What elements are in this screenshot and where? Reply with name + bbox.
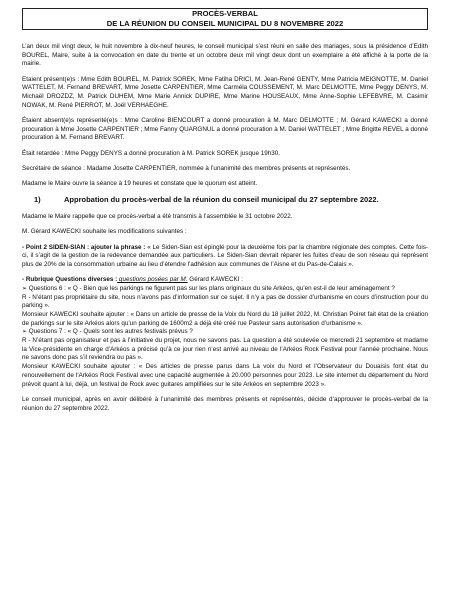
point2-lead: - Point 2 SIDEN-SIAN : ajouter la phrase :: [22, 243, 146, 251]
questions-lead: - Rubrique Questions diverses :: [22, 276, 118, 284]
section-heading: [22, 195, 428, 205]
point2-text: « Le Siden-Sian est épinglé pour la deuxième fois par la chambre régionale des comptes. Cette fois-ci, il s’agit de la gestion de la redevance demandée aux particuliers. Le Siden-Sian devrait réparer les fuites d’eau de son réseau qui représent plus de 20% de la consommation urbaine au lieu d’étendre l’adhésion aux communes de l’Aisne et du Pas-de-Calais ».: [22, 243, 428, 268]
document-title-box: [22, 8, 428, 30]
questions-subtitle: questions posées par M.: [117, 276, 188, 284]
opening-paragraph: Madame le Maire ouvre la séance à 19 heures et constate que le quorum est atteint.: [22, 179, 258, 187]
document-title: PROCÈS-VERBAL: [192, 9, 258, 18]
arrow-icon: ➢: [22, 284, 28, 292]
secretary-paragraph: Secrétaire de séance : Madame Josette CARPENTIER, nommée à l’unanimité des membres présents et représentés.: [22, 164, 351, 172]
section-number: 1): [34, 195, 41, 205]
document-body: [22, 43, 428, 420]
document-subtitle: DE LA RÉUNION DU CONSEIL MUNICIPAL DU 8 NOVEMBRE 2022: [106, 19, 344, 28]
arrow-icon: ➢: [22, 328, 28, 336]
question6-text: Questions 6 : « Q - Bien que les parkings ne figurent pas sur les plans originaux du site Arkéos, qu’en est-il de leur aménagement ?: [27, 284, 395, 292]
addition6: Monsieur KAWECKI souhaite ajouter : « Dans un article de presse de la Voix du Nord du 18 juillet 2022, M. Christian Poiret fait état de la création de parkings sur le site Arkéos alors qu’un parking de 1600m2 a déjà été créé rue Pasteur sans autorisation d’urbanisme ».: [22, 310, 428, 327]
reminder-paragraph: Madame le Maire rappelle que ce procès-verbal a été transmis à l’assemblée le 31 octobre 2022.: [22, 213, 293, 221]
conclusion-paragraph: Le conseil municipal, après en avoir délibéré à l’unanimité des membres présents et représentés, décide d’approuver le procès-verbal de la réunion du 27 septembre 2022.: [22, 395, 428, 412]
kawecki-intro-paragraph: M. Gérard KAWECKI souhaite les modifications suivantes :: [22, 228, 187, 236]
questions-heading: [22, 276, 428, 285]
section-title: Approbation du procès-verbal de la réunion du conseil municipal du 27 septembre 2022.: [64, 195, 379, 205]
question7-text: Questions 7 : « Q - Quels sont les autres festivals prévus ?: [27, 328, 193, 336]
late-member-paragraph: Était retardée : Mme Peggy DENYS a donné procuration à M. Patrick SOREK jusque 19h30.: [22, 149, 280, 157]
answer6: R - N’étant pas propriétaire du site, nous n’avons pas d’information sur ce sujet. Il n’y a pas de dossier d’urbanisme en cours d’instruction pour du parking ».: [22, 293, 428, 310]
question6: [22, 285, 428, 294]
intro-paragraph: L’an deux mil vingt deux, le huit novembre à dix-neuf heures, le conseil municipal s’est réuni en salle des mariages, sous la présidence d’Edith BOUREL, Maire, suite à la convocation en date du trente et un octobre deux mil vingt deux dont un exemplaire a été affiché à la porte de la mairie.: [22, 43, 428, 68]
absent-members-paragraph: Étaient absent(e)s représenté(e)s : Mme Caroline BIENCOURT a donné procuration à M. Marc DELMOTTE ; M. Gérard KAWECKI a donné procuration à Mme Josette CARPENTIER ; Mme Fanny QUARGNUL a donné procuration à M. Daniel WATTELET ; Mme Brigitte REVEL a donné procuration à M. Fernand BREVART.: [22, 116, 428, 142]
question7: [22, 328, 428, 337]
addition7: Monsieur KAWECKI souhaite ajouter : « Des articles de presse parus dans La voix du Nord et l’Observateur du Douaisis font état du renouvellement de l’Arkéos Rock Festival avec une capacité augmentée à 20.000 personnes pour 2023. Le site internet du département du Nord prévoit quant à lui, déjà, un festival de Rock avec guitares amplifiées sur le site Arkéos en septembre 2023 ».: [22, 363, 428, 388]
answer7: R - N’étant pas organisateur et pas à l’initiative du projet, nous ne savons pas. La question a été soulevée ce mercredi 21 septembre et madame la Vice-présidente en charge d’Arkéos a précisé qu’à ce jour rien n’est arrivé au niveau de l’Arkéos Rock Festival pour l’année prochaine. Nous ne savons donc pas s’il reviendra ou pas ».: [22, 337, 428, 362]
questions-name: Gérard KAWECKI :: [187, 276, 243, 284]
point2-paragraph: [22, 244, 428, 270]
present-members-paragraph: Etaient présent(e)s : Mme Edith BOUREL, M. Patrick SOREK, Mme Fatiha DRICI, M. Jean-René GENTY, Mme Patricia MEIGNOTTE, M. Daniel WATTELET, M. Fernand BREVART, Mme Josette CARPENTIER, Mme Carméla COUSSEMENT, M. Marc DELMOTTE, Mme Peggy DENYS, M. Michaël DROZDZ, M. Patrick DUHEM, Mme Marie Annick DUPIRE, Mme Marine HOUSEAUX, Mme Anne-Sophie LEFEBVRE, M. Casimir NOWAK, M. René PIERROT, M. Joël VERHAEGHE.: [22, 75, 428, 109]
